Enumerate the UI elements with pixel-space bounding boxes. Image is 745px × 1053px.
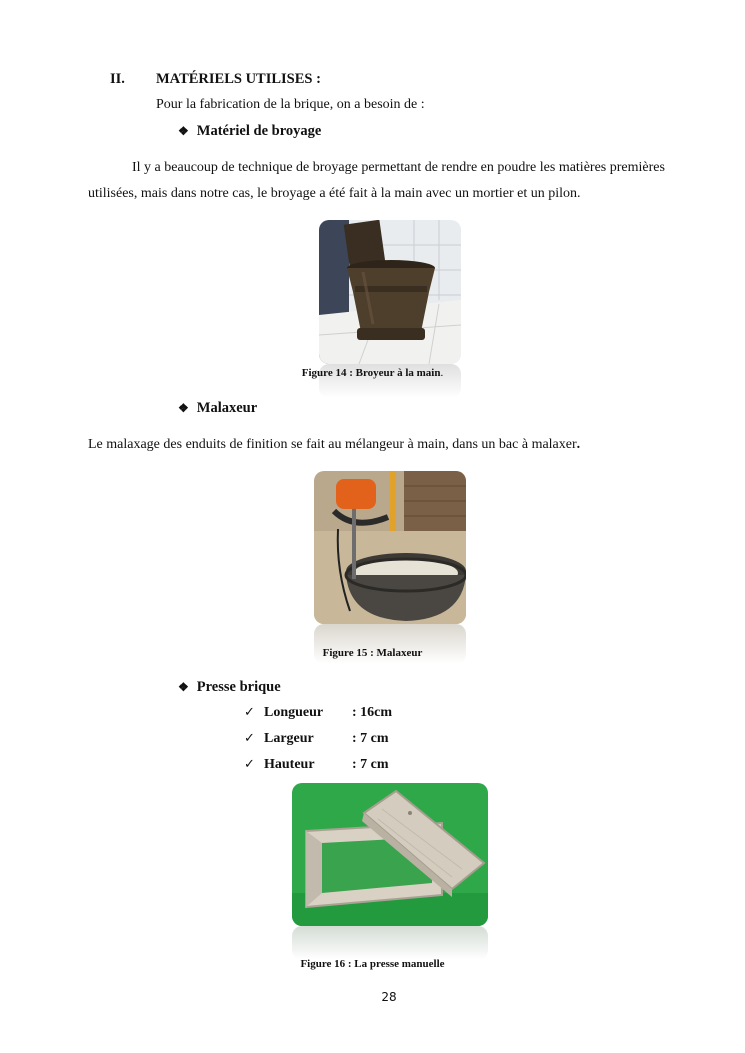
spec-label: Hauteur [264, 757, 315, 772]
figure-14-caption [0, 367, 745, 379]
section-number: II. [110, 71, 125, 87]
checkmark-icon: ✓ [244, 731, 255, 746]
checkmark-icon: ✓ [244, 757, 255, 772]
figure-15-caption: Figure 15 : Malaxeur [322, 647, 423, 659]
grinding-paragraph-line1: Il y a beaucoup de technique de broyage permettant de rendre en poudre les matières premières [132, 160, 665, 175]
spec-label: Longueur [264, 705, 324, 720]
press-heading-label: Presse brique [196, 679, 281, 695]
spec-label: Largeur [264, 731, 314, 746]
spec-row-width [244, 731, 389, 747]
mortar-photo [319, 220, 461, 364]
figure-16-caption: Figure 16 : La presse manuelle [300, 958, 445, 970]
spec-value: : 7 cm [352, 757, 389, 772]
figure-14-caption-end: . [440, 367, 444, 379]
spec-row-height [244, 757, 389, 773]
brick-press-photo [292, 783, 488, 926]
mixer-paragraph [88, 437, 580, 453]
diamond-bullet-icon: ❖ [178, 401, 189, 415]
figure-14-caption-text: Figure 14 : Broyeur à la main [301, 367, 441, 379]
mixer-paragraph-text: Le malaxage des enduits de finition se fait au mélangeur à main, dans un bac à malaxer [88, 437, 577, 452]
page-number: 28 [381, 990, 397, 1004]
diamond-bullet-icon: ❖ [178, 680, 189, 694]
spec-row-length [244, 705, 392, 721]
grinding-heading-label: Matériel de broyage [196, 123, 322, 139]
mixer-photo [314, 471, 466, 624]
brick-press-photo-reflection [292, 926, 488, 960]
diamond-bullet-icon: ❖ [178, 124, 189, 138]
grinding-paragraph-line2: utilisées, mais dans notre cas, le broyage a été fait à la main avec un mortier et un pilon. [88, 186, 581, 201]
grinding-heading [178, 123, 321, 140]
mixer-paragraph-end: . [576, 437, 581, 452]
checkmark-icon: ✓ [244, 705, 255, 720]
section-title: MATÉRIELS UTILISES : [156, 71, 321, 87]
mixer-heading-label: Malaxeur [196, 400, 258, 416]
spec-value: : 7 cm [352, 731, 389, 746]
intro-text: Pour la fabrication de la brique, on a besoin de : [156, 97, 425, 112]
mixer-heading [178, 400, 257, 417]
press-heading [178, 679, 281, 696]
spec-value: : 16cm [352, 705, 393, 720]
